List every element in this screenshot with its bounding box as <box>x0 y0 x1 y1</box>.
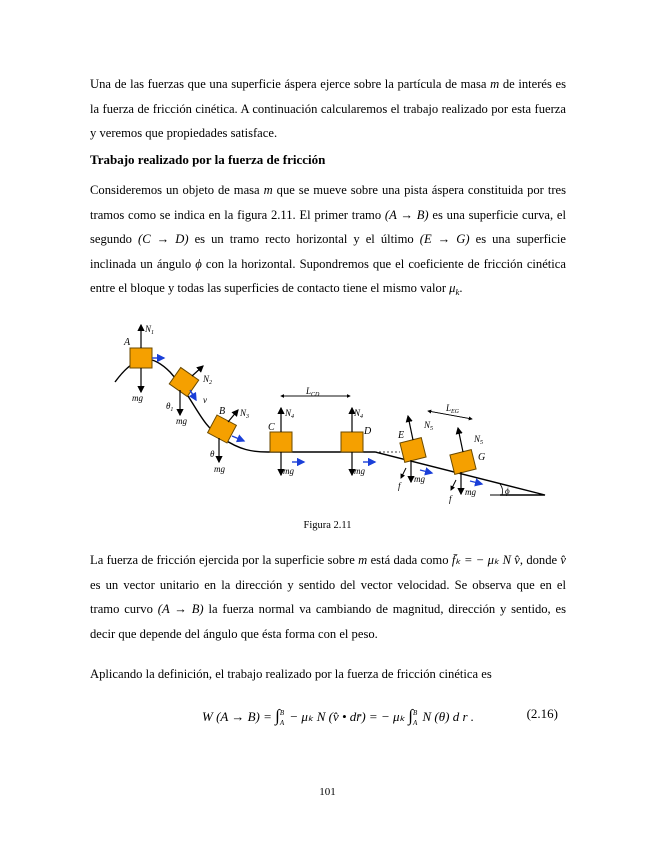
theta-label: θ <box>210 449 215 459</box>
lcd-dimension <box>281 386 350 398</box>
theta1-label: $\theta_1$ <box>166 401 174 413</box>
fe-arrow <box>401 468 406 478</box>
svg-text:N1: $N_1$ <box>145 324 155 336</box>
mass-symbol: m <box>490 77 500 91</box>
integral-sign-2: ∫ <box>408 706 413 725</box>
ve-arrow <box>420 470 432 473</box>
vg-arrow <box>470 481 482 484</box>
fg-arrow <box>451 480 456 490</box>
intro-text-2: de interés es la fuerza de fricción cinética. A continuación calcularemos el trabajo realizado por esta fuerza y veremos que propiedades satisface. <box>90 77 566 140</box>
segment-ab-2: (A → B) <box>157 602 204 616</box>
figure-caption: Figura 2.11 <box>303 520 352 531</box>
friction-text-3: , donde <box>519 553 558 567</box>
setup-paragraph <box>90 178 566 305</box>
mgg-label: mg <box>465 487 476 497</box>
equation-lhs: W (A → B) = <box>202 709 272 724</box>
n2-arrow <box>192 366 203 376</box>
equation-number: (2.16) <box>526 706 558 721</box>
mg3-label: mg <box>214 464 225 474</box>
n5g-label: $N_5$ <box>474 434 484 446</box>
page-number: 101 <box>319 786 336 798</box>
svg-text:mg: mg <box>354 466 365 476</box>
n2-label: $N_2$ <box>203 374 213 386</box>
friction-text-5: la fuerza normal va cambiando de magnitud, dirección y sentido, es decir que depende del ángulo que ésta forma con el peso. <box>90 602 567 641</box>
mu-k-symbol: $\mu_k$ <box>449 281 460 297</box>
intro-text-1: Una de las fuerzas que una superficie áspera ejerce sobre la partícula de masa <box>90 77 487 91</box>
g-label: G <box>478 452 486 463</box>
vhat-symbol: v̂ <box>560 553 567 567</box>
friction-paragraph <box>90 548 566 646</box>
block-c <box>268 408 304 476</box>
equation-integrand-1: − μₖ N (v̂ • dr̄) = − μₖ <box>289 709 406 724</box>
equation-2-16 <box>90 700 566 740</box>
setup-text-3: es una superficie curva, el segundo <box>90 207 567 246</box>
phi-arc <box>500 484 503 495</box>
block-e <box>400 438 426 463</box>
svg-text:N4: $N_4$ <box>285 408 295 420</box>
mass-symbol-3: m <box>358 553 368 567</box>
leg-dimension <box>428 403 472 419</box>
svg-text:N4: $N_4$ <box>354 408 364 420</box>
segment-ab: (A → B) <box>384 207 429 222</box>
svg-text:LEG: $L_{EG}$ <box>446 403 460 415</box>
phi-symbol: ϕ <box>195 256 202 271</box>
n3-label: $N_3$ <box>240 408 250 420</box>
svg-text:D: D <box>364 426 372 437</box>
equation-integrand-2: N (θ) d r . <box>422 709 475 724</box>
setup-text-4: es un tramo recto horizontal y el último <box>194 232 414 246</box>
b-label: B <box>219 406 226 417</box>
segment-eg: (E → G) <box>419 232 470 246</box>
block-2 <box>169 367 198 396</box>
fg-label: f <box>449 494 452 504</box>
v3-arrow <box>232 436 244 441</box>
apply-paragraph: Aplicando la definición, el trabajo realizado por la fuerza de fricción cinética es <box>90 667 492 681</box>
fe-label: f <box>398 481 401 491</box>
figure-2-11 <box>0 310 655 520</box>
setup-text-6: con la horizontal. Supondremos que el coeficiente de fricción cinética entre el bloque y todas las superficies de contacto tiene el mismo valor <box>90 256 566 295</box>
block-d <box>341 408 375 476</box>
mg2-label: mg <box>176 416 187 426</box>
block-a <box>123 324 164 403</box>
n5g-arrow <box>458 428 463 452</box>
friction-text-4: es un vector unitario en la dirección y sentido del vector velocidad. Se observa que en el tramo curvo <box>90 577 566 616</box>
mass-symbol-2: m <box>263 183 273 197</box>
setup-text-5: es una superficie inclinada un ángulo <box>90 232 566 271</box>
svg-text:mg: mg <box>283 466 294 476</box>
section-heading: Trabajo realizado por la fuerza de fricción <box>90 152 326 167</box>
n3-arrow <box>228 410 238 422</box>
e-label: E <box>398 430 405 441</box>
setup-text-1: Consideremos un objeto de masa <box>90 183 260 197</box>
friction-text-1: La fuerza de fricción ejercida por la superficie sobre <box>90 553 355 567</box>
block-b <box>208 415 237 443</box>
svg-text:LCD: $L_{CD}$ <box>306 386 320 398</box>
mge-label: mg <box>414 474 425 484</box>
setup-end: . <box>459 281 463 295</box>
friction-formula: f̄ₖ = − μₖ N v̂ <box>451 553 520 567</box>
v-label: v <box>203 395 207 405</box>
svg-text:C: C <box>268 422 275 433</box>
n5e-label: $N_5$ <box>424 420 434 432</box>
intro-paragraph <box>90 72 566 146</box>
setup-text-2: que se mueve sobre una pista áspera constituida por tres tramos como se indica en la figura 2.11. El primer tramo <box>90 183 566 222</box>
n5e-arrow <box>408 416 413 440</box>
equation-body: W (A → B) = ∫ B A − μₖ N (v̂ • dr̄) = − μₖ ∫ B A N (θ) d r . <box>202 706 475 728</box>
phi-label: ϕ <box>505 486 510 496</box>
v2-arrow <box>190 390 196 400</box>
svg-text:A: A <box>124 337 131 348</box>
svg-text:mg: mg <box>132 393 143 403</box>
block-g <box>450 450 476 475</box>
friction-text-2: está dada como <box>370 553 449 567</box>
integral-sign-1: ∫ <box>275 706 280 725</box>
segment-cd: (C → D) <box>138 232 189 246</box>
